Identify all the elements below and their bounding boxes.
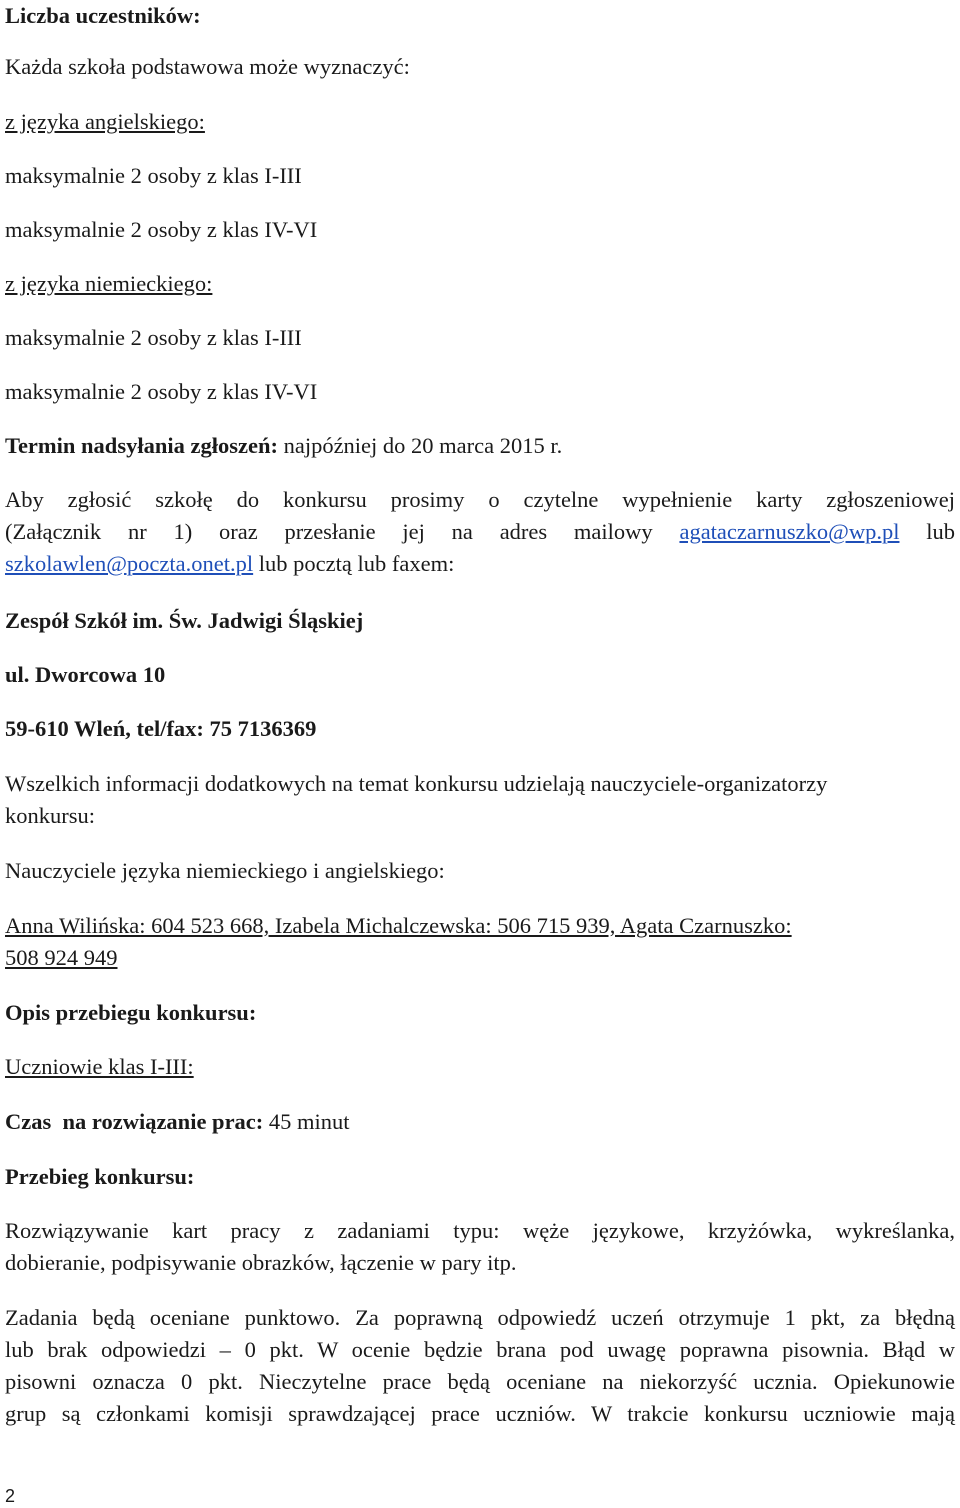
- info-paragraph: [5, 768, 955, 832]
- email-link-school[interactable]: szkolawlen@poczta.onet.pl: [5, 551, 254, 576]
- school-street: ul. Dworcowa 10: [5, 662, 166, 687]
- tasks-line: Rozwiązywanie kart pracy z zadaniami typu: węże językowe, krzyżówka, wykreślanka,: [5, 1218, 955, 1243]
- german-heading: z języka niemieckiego:: [5, 271, 213, 296]
- german-item: maksymalnie 2 osoby z klas I-III: [5, 325, 302, 350]
- time-label: Czas na rozwiązanie prac:: [5, 1109, 264, 1134]
- contacts-line: 508 924 949: [5, 945, 118, 970]
- submission-line: (Załącznik nr 1) oraz przesłanie jej na adres mailowy agataczarnuszko@wp.pl lub: [5, 519, 956, 544]
- info-line: konkursu:: [5, 803, 95, 828]
- contacts-paragraph: [5, 910, 955, 974]
- german-item: maksymalnie 2 osoby z klas IV-VI: [5, 379, 318, 404]
- page-number: 2: [5, 1486, 16, 1506]
- scoring-line: lub brak odpowiedzi – 0 pkt. W ocenie będzie brana pod uwagę poprawna pisownia. Błąd w: [5, 1337, 955, 1362]
- deadline-value: najpóźniej do 20 marca 2015 r.: [277, 433, 563, 458]
- email-link-agata[interactable]: agataczarnuszko@wp.pl: [679, 519, 900, 544]
- english-item: maksymalnie 2 osoby z klas I-III: [5, 163, 302, 188]
- submission-paragraph: [5, 484, 955, 580]
- school-city-phone: 59-610 Wleń, tel/fax: 75 7136369: [5, 716, 317, 741]
- scoring-line: grup są członkami komisji sprawdzającej prace uczniów. W trakcie konkursu uczniowie mają: [5, 1401, 955, 1426]
- deadline: [5, 430, 955, 462]
- group-heading: Uczniowie klas I-III:: [5, 1054, 194, 1079]
- english-heading: z języka angielskiego:: [5, 109, 205, 134]
- progress-heading: Przebieg konkursu:: [5, 1164, 195, 1189]
- scoring-line: Zadania będą oceniane punktowo. Za poprawną odpowiedź uczeń otrzymuje 1 pkt, za błędną: [5, 1305, 955, 1330]
- scoring-line: pisowni oznacza 0 pkt. Nieczytelne prace będą oceniane na niekorzyść ucznia. Opiekunowie: [5, 1369, 955, 1394]
- submission-line: szkolawlen@poczta.onet.pl lub pocztą lub faxem:: [5, 551, 455, 576]
- participants-intro: Każda szkoła podstawowa może wyznaczyć:: [5, 54, 410, 79]
- english-item: maksymalnie 2 osoby z klas IV-VI: [5, 217, 318, 242]
- scoring-paragraph: [5, 1302, 955, 1430]
- school-name: Zespół Szkół im. Św. Jadwigi Śląskiej: [5, 608, 364, 633]
- contacts-line: Anna Wilińska: 604 523 668, Izabela Michalczewska: 506 715 939, Agata Czarnuszko:: [5, 913, 792, 938]
- participants-heading: Liczba uczestników:: [5, 3, 201, 28]
- deadline-label: Termin nadsyłania zgłoszeń:: [5, 433, 278, 458]
- course-heading: Opis przebiegu konkursu:: [5, 1000, 257, 1025]
- teachers-heading: Nauczyciele języka niemieckiego i angielskiego:: [5, 858, 445, 883]
- info-line: Wszelkich informacji dodatkowych na temat konkursu udzielają nauczyciele-organizatorzy: [5, 771, 828, 796]
- tasks-paragraph: [5, 1215, 955, 1279]
- time-limit: [5, 1106, 955, 1138]
- time-value: 45 minut: [263, 1109, 350, 1134]
- tasks-line: dobieranie, podpisywanie obrazków, łączenie w pary itp.: [5, 1250, 517, 1275]
- submission-line: Aby zgłosić szkołę do konkursu prosimy o czytelne wypełnienie karty zgłoszeniowej: [5, 487, 955, 512]
